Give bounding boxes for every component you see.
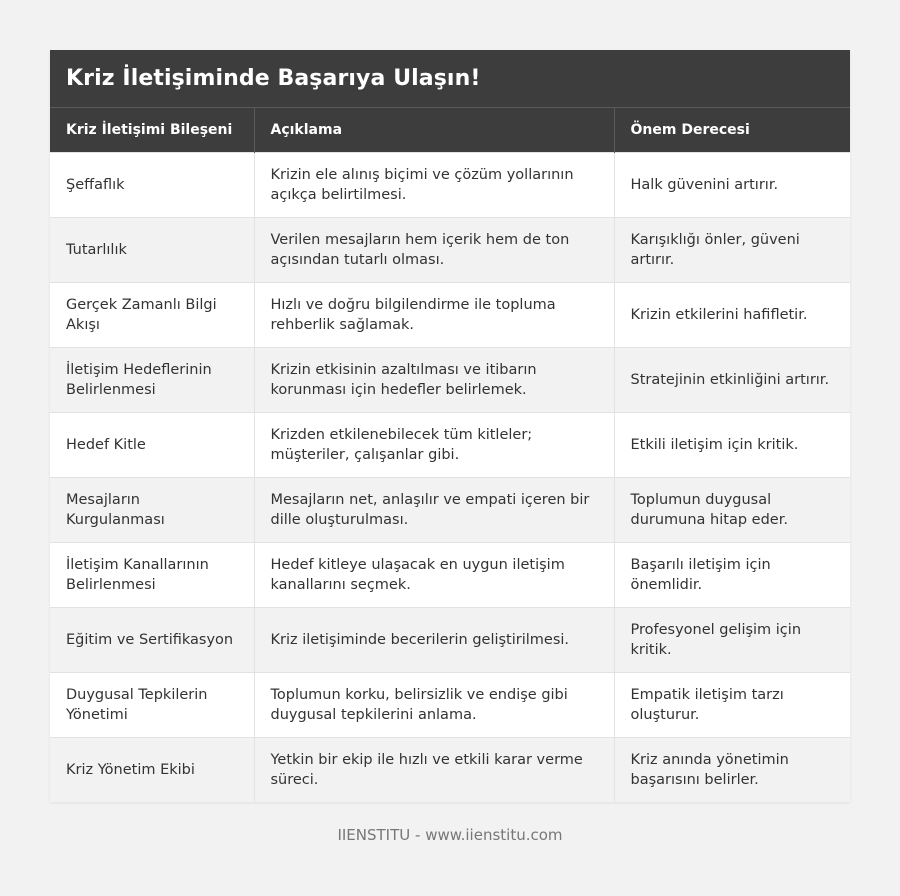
cell-description: Verilen mesajların hem içerik hem de ton açısından tutarlı olması. [254,217,614,282]
cell-description: Hedef kitleye ulaşacak en uygun iletişim kanallarını seçmek. [254,542,614,607]
table-body [50,152,850,802]
cell-importance: Krizin etkilerini hafifletir. [614,282,850,347]
cell-component: Kriz Yönetim Ekibi [50,737,254,802]
column-header-component: Kriz İletişimi Bileşeni [50,108,254,152]
cell-importance: Halk güvenini artırır. [614,152,850,217]
cell-importance: Etkili iletişim için kritik. [614,412,850,477]
table-row [50,477,850,542]
cell-importance: Empatik iletişim tarzı oluşturur. [614,672,850,737]
table-row [50,152,850,217]
table-row [50,607,850,672]
cell-component: Şeffaflık [50,152,254,217]
table-row [50,737,850,802]
column-header-importance: Önem Derecesi [614,108,850,152]
table-row [50,282,850,347]
cell-importance: Kriz anında yönetimin başarısını belirler. [614,737,850,802]
cell-description: Hızlı ve doğru bilgilendirme ile topluma rehberlik sağlamak. [254,282,614,347]
cell-description: Toplumun korku, belirsizlik ve endişe gibi duygusal tepkilerini anlama. [254,672,614,737]
cell-component: Tutarlılık [50,217,254,282]
cell-description: Kriz iletişiminde becerilerin geliştirilmesi. [254,607,614,672]
header-row [50,108,850,152]
cell-importance: Başarılı iletişim için önemlidir. [614,542,850,607]
table-card [50,50,850,802]
cell-component: İletişim Kanallarının Belirlenmesi [50,542,254,607]
table-row [50,672,850,737]
data-table [50,108,850,802]
title-bar [50,50,850,108]
cell-component: Gerçek Zamanlı Bilgi Akışı [50,282,254,347]
cell-description: Krizden etkilenebilecek tüm kitleler; müşteriler, çalışanlar gibi. [254,412,614,477]
table-row [50,542,850,607]
page-title: Kriz İletişiminde Başarıya Ulaşın! [66,66,481,91]
cell-component: Eğitim ve Sertifikasyon [50,607,254,672]
cell-importance: Stratejinin etkinliğini artırır. [614,347,850,412]
cell-description: Yetkin bir ekip ile hızlı ve etkili karar verme süreci. [254,737,614,802]
column-header-description: Açıklama [254,108,614,152]
cell-component: Mesajların Kurgulanması [50,477,254,542]
cell-importance: Karışıklığı önler, güveni artırır. [614,217,850,282]
cell-description: Mesajların net, anlaşılır ve empati içeren bir dille oluşturulması. [254,477,614,542]
cell-description: Krizin etkisinin azaltılması ve itibarın korunması için hedefler belirlemek. [254,347,614,412]
table-row [50,217,850,282]
table-row [50,347,850,412]
cell-description: Krizin ele alınış biçimi ve çözüm yollarının açıkça belirtilmesi. [254,152,614,217]
footer-credit: IIENSTITU - www.iienstitu.com [337,826,563,844]
cell-importance: Profesyonel gelişim için kritik. [614,607,850,672]
cell-component: Hedef Kitle [50,412,254,477]
cell-importance: Toplumun duygusal durumuna hitap eder. [614,477,850,542]
table-header [50,108,850,152]
cell-component: Duygusal Tepkilerin Yönetimi [50,672,254,737]
cell-component: İletişim Hedeflerinin Belirlenmesi [50,347,254,412]
table-row [50,412,850,477]
